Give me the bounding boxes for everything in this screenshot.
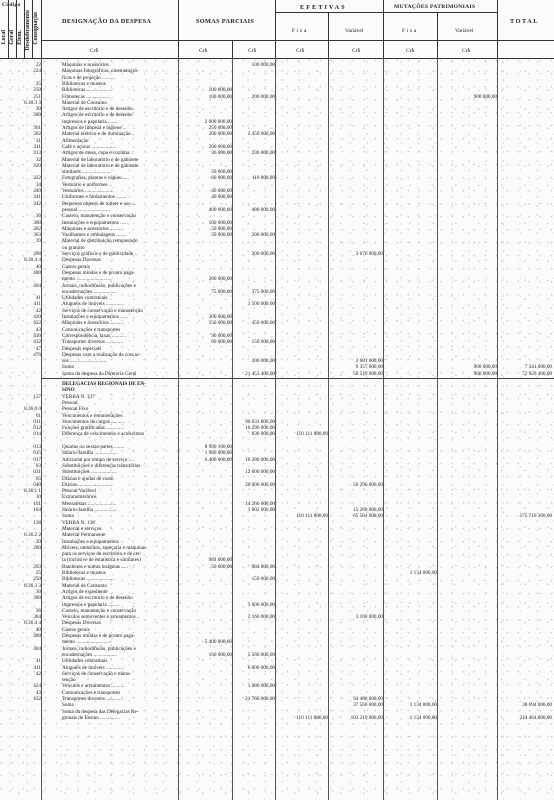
row-description: Funções gratificadas .............. xyxy=(62,425,125,432)
efetiva-fixa: 110 111 800,00 xyxy=(296,714,328,721)
row-description: Instalações e equipamentos ...... xyxy=(62,219,128,226)
partial-sum-2: 2 450 000,00 xyxy=(247,131,275,138)
row-code: 47 xyxy=(35,345,41,352)
mutacao-variavel: 900 000,00 xyxy=(473,93,497,100)
row-description: Correspondência, taxas ........... xyxy=(62,332,126,339)
partial-sum-1: 250 000,00 xyxy=(208,125,232,131)
row-code: 8.36.0 0 xyxy=(24,406,41,413)
partial-sum-1: 60 000,00 xyxy=(211,339,232,346)
row-total: 38 694 000,00 xyxy=(522,702,552,709)
row-total: 7 341 000,00 xyxy=(524,364,552,371)
row-description: Despesas com a realização de concur- xyxy=(62,351,141,358)
partial-sum-2: 200 000,00 xyxy=(251,251,275,257)
row-code: 342 xyxy=(33,200,41,207)
row-description: Diárias e ajudas de custo xyxy=(62,475,114,482)
row-code: 301 xyxy=(33,125,41,131)
partial-sum-1: 100 000,00 xyxy=(208,87,232,94)
row-code: 400 xyxy=(33,269,41,276)
row-description: Aluguéis de imóveis .............. xyxy=(62,664,125,671)
row-description: Material de Consumo xyxy=(62,99,107,106)
row-description: DELEGACIAS REGIONAIS DE EN- xyxy=(62,381,147,387)
row-description: Móveis, utensílios, tapeçaria e máquinas xyxy=(62,544,147,551)
row-code: 011 xyxy=(33,418,41,425)
row-description: Utilidades contratuais xyxy=(62,295,108,302)
partial-sum-2: 12 000 000,00 xyxy=(245,469,275,476)
row-code: 313 xyxy=(33,150,41,157)
efetiva-fixa: 110 111 800,00 xyxy=(296,513,328,520)
partial-sum-1: 60 000,00 xyxy=(211,175,232,182)
efetiva-variavel: 65 564 000,00 xyxy=(353,513,383,520)
row-description: encadernações .................. xyxy=(62,288,117,295)
row-code: 8.30.3 3 xyxy=(24,99,41,106)
row-code: 341 xyxy=(33,194,41,201)
table-header xyxy=(0,0,554,59)
row-description: Soma xyxy=(62,513,74,520)
vertical-label-geral: Geral xyxy=(9,30,15,45)
row-description: Material Permanente xyxy=(62,532,106,539)
row-description: Custeio, manutenção e conservação xyxy=(62,607,137,614)
row-description: Jornais, radiodifusão, publicações e xyxy=(62,282,136,289)
efetiva-variavel: 6 357 000,00 xyxy=(355,364,383,371)
partial-sum-1: 40 000,00 xyxy=(211,188,232,194)
partial-sum-2: 10 296 000,00 xyxy=(245,425,275,432)
row-description: Despesas miúdas e de pronto paga- xyxy=(62,633,136,639)
currency-label: Cr$ xyxy=(296,48,305,54)
efetiva-variavel: 2 681 000,00 xyxy=(355,358,383,365)
partial-sum-2: 2 160 000,00 xyxy=(247,614,275,621)
row-code: 420 xyxy=(33,314,41,320)
row-description: VERBA N. 137 xyxy=(62,393,95,400)
row-description: gionais de Ensino ............... xyxy=(62,714,120,721)
variavel-mut-header: Variável xyxy=(455,28,474,34)
row-code: 36 xyxy=(35,213,41,220)
row-description: mento ........................... xyxy=(62,276,112,283)
row-description: Material elétrico e de iluminação .. xyxy=(62,131,135,138)
row-code: 404 xyxy=(33,645,41,652)
partial-sum-2: 150 000,00 xyxy=(251,576,275,583)
row-description: Comunicações e transportes xyxy=(62,326,121,333)
efetiva-variavel: 3 160 000,00 xyxy=(355,614,383,621)
row-code: 340 xyxy=(33,188,41,194)
row-description: Vestuário e uniformes xyxy=(62,181,108,188)
partial-sum-1: 75 000,00 xyxy=(211,288,232,295)
partial-sum-2: 6 000 000,00 xyxy=(247,664,275,671)
row-description: Salário-família .................. xyxy=(62,507,118,513)
row-description: Comunicações e transportes xyxy=(62,689,121,696)
row-description: Mensalistas ...................... xyxy=(62,500,117,507)
section-divider xyxy=(41,378,554,379)
partial-sum-2: 110 000,00 xyxy=(251,175,275,182)
row-code: 32 xyxy=(35,156,41,163)
row-description: ta (inclusive de estatística e similares) xyxy=(62,557,141,564)
row-code: 014 xyxy=(33,431,41,438)
row-description: Material de Consumo xyxy=(62,582,107,589)
row-description: Custeio, manutenção e conservação xyxy=(62,213,137,220)
mutacao-fixa: 1 134 000,00 xyxy=(409,702,437,709)
partial-sum-1: 50 000,00 xyxy=(211,225,232,232)
partial-sum-1: 90 000,00 xyxy=(211,332,232,339)
row-description: Quartas ou sextas-partes ........ xyxy=(62,444,125,450)
row-description: Soma xyxy=(62,702,74,709)
partial-sum-1: 300 000,00 xyxy=(208,276,232,283)
partial-sum-2: 984 000,00 xyxy=(251,563,275,570)
partial-sum-2: 200 000,00 xyxy=(251,358,275,365)
partial-sum-1: 160 000,00 xyxy=(208,651,232,658)
partial-sum-2: 100 000,00 xyxy=(251,62,275,68)
row-description: Utilidades contratuais xyxy=(62,658,108,665)
fixa-mut-header: Fixa xyxy=(402,28,418,34)
partial-sum-1: 400 000,00 xyxy=(208,206,232,213)
row-code: 203 xyxy=(33,563,41,570)
row-code: 012 xyxy=(33,425,41,432)
row-description: Artigos de escritório e de desenho xyxy=(62,112,133,119)
mutacao-fixa: 1 134 000,00 xyxy=(409,714,437,721)
row-code: 41 xyxy=(35,658,41,665)
partial-sum-1: 2 000 000,00 xyxy=(204,118,232,125)
row-code: 34 xyxy=(35,181,41,188)
row-description: Instalações e equipamentos xyxy=(62,538,119,545)
row-description: Soma xyxy=(62,364,74,371)
row-description: Bibliotecas .................. xyxy=(62,87,110,94)
total-header: TOTAL xyxy=(510,18,539,25)
row-description: Bibliotecas e museus xyxy=(62,80,106,87)
row-code: 36 xyxy=(35,607,41,614)
row-total: 175 710 300,00 xyxy=(519,513,552,520)
row-code: 302 xyxy=(33,131,41,138)
row-code: 10 xyxy=(35,494,41,501)
row-code: 476 xyxy=(33,351,41,358)
row-description: Material de laboratório e de gabinete xyxy=(62,162,139,169)
row-code: 015 xyxy=(33,450,41,457)
row-code: 013 xyxy=(33,444,41,450)
row-code: 40 xyxy=(35,263,41,270)
mutacao-fixa: 1 134 000,00 xyxy=(409,570,437,576)
row-total: 214 464 800,00 xyxy=(519,714,552,721)
row-description: tenção xyxy=(62,677,76,684)
partial-sum-2: 450 000,00 xyxy=(251,320,275,327)
row-code: 137 xyxy=(33,393,41,400)
row-description: Material e serviços xyxy=(62,525,102,532)
row-code: 322 xyxy=(33,175,41,182)
row-code: 01 xyxy=(35,412,41,419)
row-description: Artigos de escritório e de desenho xyxy=(62,595,133,602)
fixa-header: Fixa xyxy=(292,28,308,34)
codigo-label: Código xyxy=(2,2,21,8)
row-description: Alimentação xyxy=(62,137,89,144)
row-code: 411 xyxy=(33,301,41,308)
row-description: Artigos de limpeza e higiene .. xyxy=(62,125,126,131)
currency-label: Cr$ xyxy=(462,48,471,54)
table-row xyxy=(0,715,554,722)
partial-sum-2: 21 453 400,00 xyxy=(245,370,275,377)
partial-sum-2: 5 560 000,00 xyxy=(247,651,275,658)
row-description: ou gratuito xyxy=(62,244,85,251)
row-description: SINO xyxy=(62,387,75,394)
row-description: Diárias .......................... xyxy=(62,481,112,488)
row-code: 20 xyxy=(35,538,41,545)
efetivas-header: EFETIVAS xyxy=(300,4,347,11)
table-row xyxy=(0,371,554,378)
row-code: 040 xyxy=(33,481,41,488)
row-description: Uniformes e fardamentos ........ xyxy=(62,194,127,201)
row-description: Instalações e equipamentos ...... xyxy=(62,314,128,320)
row-description: Máquinas e acessórios ......... xyxy=(62,225,122,232)
row-description: Pequenos objetos de toilete e uso ... xyxy=(62,200,136,207)
partial-sum-2: 1 500 000,00 xyxy=(247,301,275,308)
row-description: pessoal ........................ xyxy=(62,206,110,213)
row-description: Vencimentos de cargos ........... xyxy=(62,418,126,425)
partial-sum-1: 36 000,00 xyxy=(211,150,232,157)
partial-sum-2: 1 000 000,00 xyxy=(247,601,275,608)
row-code: 430 xyxy=(33,332,41,339)
efetiva-variavel: 50 296 000,00 xyxy=(353,481,383,488)
partial-sum-2: 16 280 000,00 xyxy=(245,456,275,463)
row-code: 398 xyxy=(33,251,41,257)
row-description: Gastos gerais xyxy=(62,263,90,270)
row-description: Adicional por tempo de serviço .... xyxy=(62,456,134,463)
row-description: VERBA N. 138 xyxy=(62,519,95,526)
row-description: Pessoal Variável xyxy=(62,488,97,495)
partial-sum-2: 1 002 000,00 xyxy=(247,507,275,513)
row-description: Serviços de conservação e manu- xyxy=(62,670,132,677)
row-code: 03 xyxy=(35,462,41,469)
partial-sum-1: 1 980 000,00 xyxy=(204,450,232,457)
efetiva-variavel: 50 519 000,00 xyxy=(353,370,383,377)
row-description: Despesas miúdas e de pronto paga- xyxy=(62,269,136,276)
row-code: 300 xyxy=(33,112,41,119)
row-code: 320 xyxy=(33,162,41,169)
row-code: 30 xyxy=(35,588,41,595)
row-code: 311 xyxy=(33,143,41,150)
partial-sum-2: 150 000,00 xyxy=(251,339,275,346)
row-code: 200 xyxy=(33,544,41,551)
partial-sum-2: 375 000,00 xyxy=(251,288,275,295)
row-code: 360 xyxy=(33,219,41,226)
row-description: Material de distribuição remunerado xyxy=(62,238,138,245)
row-description: Bandeiras e outras insígnias ..... xyxy=(62,563,128,570)
row-total: 72 929 400,00 xyxy=(522,370,552,377)
row-code: 300 xyxy=(33,595,41,602)
mutacoes-header: MUTAÇÕES PATRIMONIAIS xyxy=(394,4,476,10)
row-code: 432 xyxy=(33,339,41,346)
row-code: 404 xyxy=(33,282,41,289)
partial-sum-1: 50 000,00 xyxy=(211,563,232,570)
row-code: 400 xyxy=(33,633,41,639)
row-description: Vasilhames e embalagens ........ xyxy=(62,232,127,239)
row-code: 22 xyxy=(35,62,41,68)
row-description: Bibliotecas e museus xyxy=(62,570,106,576)
row-description: Diferença de vencimentos e acréscimos xyxy=(62,431,145,438)
partial-sum-1: 100 000,00 xyxy=(208,93,232,100)
row-code: 251 xyxy=(33,93,41,100)
row-description: Café e açúcar ................... xyxy=(62,143,117,150)
partial-sum-2: 836 000,00 xyxy=(251,431,275,438)
row-code: 363 xyxy=(33,232,41,239)
mutacao-variavel: 900 000,00 xyxy=(473,370,497,377)
row-description: Transportes diversos ............. xyxy=(62,696,124,702)
row-description: Máquinas e acessórios ........... xyxy=(62,320,125,327)
partial-sum-1: 100 000,00 xyxy=(208,219,232,226)
efetiva-variavel: 37 560 000,00 xyxy=(353,702,383,709)
row-description: Aluguéis de imóveis .............. xyxy=(62,301,125,308)
row-description: Transportes diversos ............. xyxy=(62,339,124,346)
row-description: Gastos gerais xyxy=(62,626,90,633)
partial-sum-2: 14 266 000,00 xyxy=(245,500,275,507)
vertical-label-elem: Elem. xyxy=(17,30,23,45)
row-code: 42 xyxy=(35,307,41,314)
vertical-label-local: Local xyxy=(1,30,7,45)
partial-sum-1: 50 000,00 xyxy=(211,169,232,176)
row-description: Artigos de mesa, copa e cozinha .. xyxy=(62,150,134,157)
row-description: Salário-família .................. xyxy=(62,450,118,457)
partial-sum-2: 90 031 800,00 xyxy=(245,418,275,425)
variavel-header: Variável xyxy=(345,28,364,34)
partial-sum-2: 480 000,00 xyxy=(251,206,275,213)
row-description: mento ........................... xyxy=(62,639,112,646)
row-description: Despesas especiais xyxy=(62,345,102,352)
row-code: 432 xyxy=(33,696,41,702)
row-code: 31 xyxy=(35,137,41,144)
partial-sum-2: 236 000,00 xyxy=(251,150,275,157)
partial-sum-1: 150 000,00 xyxy=(208,320,232,327)
row-code: 8.36.3 3 xyxy=(24,582,41,589)
row-description: Substituições e diferenças transitórias xyxy=(62,462,141,469)
row-code: 250 xyxy=(33,87,41,94)
efetiva-variavel: 15 268 000,00 xyxy=(353,507,383,513)
row-code: 224 xyxy=(33,68,41,75)
row-code: 101 xyxy=(33,500,41,507)
row-description: Serviços gráficos e de publicidade .. xyxy=(62,251,138,257)
row-code: 25 xyxy=(35,80,41,87)
row-description: Despesas Diversas xyxy=(62,620,101,627)
row-code: 411 xyxy=(33,664,41,671)
vertical-label-consignacao: Consignação xyxy=(33,12,39,45)
row-code: 017 xyxy=(33,456,41,463)
partial-sum-2: 1 080 000,00 xyxy=(247,683,275,690)
row-code: 05 xyxy=(35,475,41,482)
row-description: encadernações .................. xyxy=(62,651,117,658)
row-code: 43 xyxy=(35,689,41,696)
row-code: 8.30.4 4 xyxy=(24,257,41,264)
row-code: 8.36.2 2 xyxy=(24,532,41,539)
row-description: para os serviços de escritório e de cer- xyxy=(62,551,142,558)
row-code: 250 xyxy=(33,576,41,583)
row-description: Veículos e arreamentos .......... xyxy=(62,683,125,690)
row-description: Jornais, radiodifusão, publicações e xyxy=(62,645,136,652)
row-description: Extranumerários xyxy=(62,494,97,501)
partial-sum-1: 200 000,00 xyxy=(208,143,232,150)
row-code: 422 xyxy=(33,320,41,327)
row-description: Máquinas e acessórios xyxy=(62,62,109,68)
row-description: Artigos de escritório e de desenho xyxy=(62,106,133,113)
somas-parciais-header: SOMAS PARCIAIS xyxy=(196,18,255,25)
row-description: sos ............................. xyxy=(62,358,108,365)
row-description: Veículos semoventes e arreamentos .. xyxy=(62,614,140,621)
row-description: Serviços de conservação e manutenção xyxy=(62,307,143,314)
row-code: 138 xyxy=(33,519,41,526)
currency-label: Cr$ xyxy=(248,48,257,54)
row-description: Soma da despesa da Diretoria Geral xyxy=(62,370,137,377)
efetiva-variavel: 3 676 000,00 xyxy=(355,251,383,257)
row-description: Substituições .................... xyxy=(62,469,117,476)
row-code: 30 xyxy=(35,106,41,113)
efetiva-fixa: 110 111 800,00 xyxy=(296,431,328,438)
row-code: 424 xyxy=(33,683,41,690)
row-code: 43 xyxy=(35,326,41,333)
partial-sum-1: 984 000,00 xyxy=(208,557,232,564)
designacao-header: DESIGNAÇÃO DA DESPESA xyxy=(62,18,152,25)
row-description: Artigos de expediente xyxy=(62,588,108,595)
partial-sum-2: 200 000,00 xyxy=(251,232,275,239)
row-description: Pessoal Fixo xyxy=(62,406,89,413)
row-code: 8.36.4 4 xyxy=(24,620,41,627)
row-description: similares ...................... xyxy=(62,169,111,176)
efetiva-variavel: 34 400 000,00 xyxy=(353,696,383,702)
row-code: 364 xyxy=(33,614,41,621)
row-description: Fotografias, plantas e cópias .... xyxy=(62,175,128,182)
row-description: Pessoal xyxy=(62,399,78,406)
row-code: 8.36.1 1 xyxy=(24,488,41,495)
row-description: Máquinas fotográficas, cinematográ- xyxy=(62,68,139,75)
row-description: ficas e de projeção .......... xyxy=(62,74,116,81)
row-code: 39 xyxy=(35,238,41,245)
row-description: Soma da despesa das Delegacias Re- xyxy=(62,708,139,715)
partial-sum-1: 50 000,00 xyxy=(211,232,232,239)
row-description: Despesas Diversas xyxy=(62,257,101,264)
row-description: Vencimentos e remunerações xyxy=(62,412,123,419)
partial-sum-1: 300 000,00 xyxy=(208,314,232,320)
row-code: 25 xyxy=(35,570,41,576)
partial-sum-1: 6 400 000,00 xyxy=(204,456,232,463)
row-code: 031 xyxy=(33,469,41,476)
partial-sum-1: 200 000,00 xyxy=(208,131,232,138)
currency-label: Cr$ xyxy=(406,48,415,54)
row-description: Bibliotecas ..................... xyxy=(62,576,114,583)
row-description: Filmotecas ................... xyxy=(62,93,111,100)
vertical-label-desdobramento: Desdobramento xyxy=(25,10,31,51)
partial-sum-2: 200 000,00 xyxy=(251,93,275,100)
partial-sum-1: 8 900 100,00 xyxy=(204,444,232,450)
row-code: 42 xyxy=(35,670,41,677)
row-description: Vestuários ...................... xyxy=(62,188,114,194)
currency-label: Cr$ xyxy=(352,48,361,54)
currency-label: Cr$ xyxy=(199,48,208,54)
partial-sum-2: 20 000 000,00 xyxy=(245,481,275,488)
partial-sum-2: 21 760 000,00 xyxy=(245,696,275,702)
mutacao-variavel: 900 000,00 xyxy=(473,364,497,371)
partial-sum-1: 40 000,00 xyxy=(211,194,232,201)
row-description: Material de laboratório e de gabinete xyxy=(62,156,139,163)
partial-sum-1: 5 400 000,00 xyxy=(204,639,232,646)
efetiva-variavel: 103 219 000,00 xyxy=(350,714,383,721)
row-code: 40 xyxy=(35,626,41,633)
row-code: 104 xyxy=(33,507,41,513)
row-code: 41 xyxy=(35,295,41,302)
row-description: impressos e papelaria ....... xyxy=(62,118,118,125)
row-description: impressos e papelaria ......... xyxy=(62,601,120,608)
currency-label: Cr$ xyxy=(90,48,99,54)
row-code: 362 xyxy=(33,225,41,232)
